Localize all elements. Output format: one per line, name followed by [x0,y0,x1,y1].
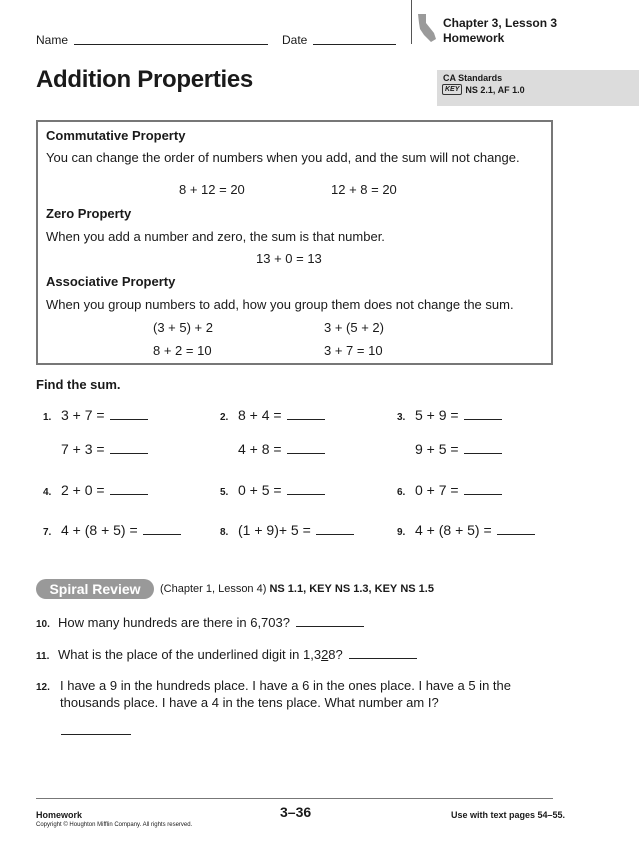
problem-7 [43,522,181,538]
commutative-text: You can change the order of numbers when you add, and the sum will not change. [46,150,520,165]
spiral-review-badge: Spiral Review [36,579,154,599]
answer-blank[interactable] [296,626,364,627]
zero-text: When you add a number and zero, the sum is that number. [46,229,385,244]
problem-number: 6. [397,487,406,498]
problem-3b [415,441,502,457]
review-question-10 [36,615,364,630]
standards-box [437,70,639,106]
problem-expression: (1 + 9)+ 5 = [238,522,311,538]
spiral-standard-2: NS 1.3, [334,583,372,595]
spiral-standard-1: NS 1.1, [269,583,307,595]
question-text-end: 8? [328,647,343,662]
associative-eq-1a: (3 + 5) + 2 [153,320,213,335]
answer-blank[interactable] [287,494,325,495]
standards-code-text: NS 2.1, AF 1.0 [465,84,525,95]
problem-number: 5. [220,487,229,498]
problem-expression: 4 + (8 + 5) = [415,522,492,538]
problem-number: 7. [43,527,52,538]
date-label: Date [282,33,308,47]
problem-number: 2. [220,412,229,423]
problem-expression: 3 + 7 = [61,407,105,423]
page-number: 3–36 [280,804,312,820]
answer-blank[interactable] [497,534,535,535]
chapter-lesson: Chapter 3, Lesson 3 [443,16,558,30]
key-badge-icon: KEY [442,84,462,95]
answer-blank[interactable] [61,723,131,735]
problem-number: 4. [43,487,52,498]
homework-label: Homework [443,31,505,45]
problem-4 [43,482,148,498]
problem-8 [220,522,354,538]
problem-5 [220,482,325,498]
question-text: I have a 9 in the hundreds place. I have a 6 in the ones place. I have a 5 in the thousands place. I have a 4 in the tens place. What number am I? [60,678,511,710]
associative-eq-1b: 8 + 2 = 10 [153,343,212,358]
problem-number: 1. [43,412,52,423]
review-question-12 [36,677,511,710]
question-number: 10. [36,619,50,630]
associative-heading: Associative Property [46,274,176,289]
problem-1 [43,407,148,423]
problem-expression: 7 + 3 = [61,441,105,457]
answer-blank[interactable] [287,453,325,454]
copyright: Copyright © Houghton Mifflin Company. All rights reserved. [36,822,193,828]
standards-codes [442,84,525,95]
answer-blank[interactable] [110,419,148,420]
problem-number: 3. [397,412,406,423]
date-field[interactable] [313,33,396,45]
problem-expression: 2 + 0 = [61,482,105,498]
associative-text: When you group numbers to add, how you group them does not change the sum. [46,297,514,312]
problem-number: 8. [220,527,229,538]
associative-eq-2a: 3 + (5 + 2) [324,320,384,335]
spiral-key-1: KEY [309,583,332,595]
footer-homework: Homework [36,810,83,820]
problem-2 [220,407,325,423]
problem-expression: 5 + 9 = [415,407,459,423]
answer-blank[interactable] [316,534,354,535]
spiral-review-ref: (Chapter 1, Lesson 4) [160,583,267,595]
properties-box [36,120,553,365]
spiral-key-2: KEY [374,583,398,595]
review-question-11 [36,647,417,662]
answer-blank[interactable] [143,534,181,535]
commutative-eq-1: 8 + 12 = 20 [179,182,245,197]
question-text: What is the place of the underlined digit in 1,3 [58,647,322,662]
problem-expression: 0 + 7 = [415,482,459,498]
spiral-standard-3: NS 1.5 [400,583,434,595]
problem-6 [397,482,502,498]
zero-eq: 13 + 0 = 13 [256,251,322,266]
problem-expression: 4 + 8 = [238,441,282,457]
spiral-review-standards [160,583,434,595]
header-divider [411,0,412,44]
question-text: How many hundreds are there in 6,703? [58,615,290,630]
answer-blank[interactable] [464,453,502,454]
associative-eq-2b: 3 + 7 = 10 [324,343,383,358]
answer-blank[interactable] [464,419,502,420]
problem-3 [397,407,502,423]
problem-expression: 9 + 5 = [415,441,459,457]
california-state-icon [416,13,438,43]
problem-expression: 4 + (8 + 5) = [61,522,138,538]
standards-heading: CA Standards [443,73,503,83]
zero-heading: Zero Property [46,206,132,221]
page-title: Addition Properties [36,66,253,93]
underlined-digit: 2 [321,647,329,662]
problem-2b [238,441,325,457]
find-the-sum-heading: Find the sum. [36,377,121,392]
question-number: 12. [36,682,50,693]
commutative-eq-2: 12 + 8 = 20 [331,182,397,197]
name-field[interactable] [74,33,268,45]
question-number: 11. [36,651,50,662]
name-label: Name [36,33,69,47]
problem-1b [61,441,148,457]
problem-expression: 0 + 5 = [238,482,282,498]
footer-text-pages: Use with text pages 54–55. [451,810,566,820]
answer-blank[interactable] [349,658,417,659]
answer-blank[interactable] [110,453,148,454]
answer-blank[interactable] [110,494,148,495]
answer-blank[interactable] [464,494,502,495]
footer-divider [36,798,553,799]
problem-9 [397,522,535,538]
problem-number: 9. [397,527,406,538]
commutative-heading: Commutative Property [46,128,186,143]
answer-blank[interactable] [287,419,325,420]
problem-expression: 8 + 4 = [238,407,282,423]
